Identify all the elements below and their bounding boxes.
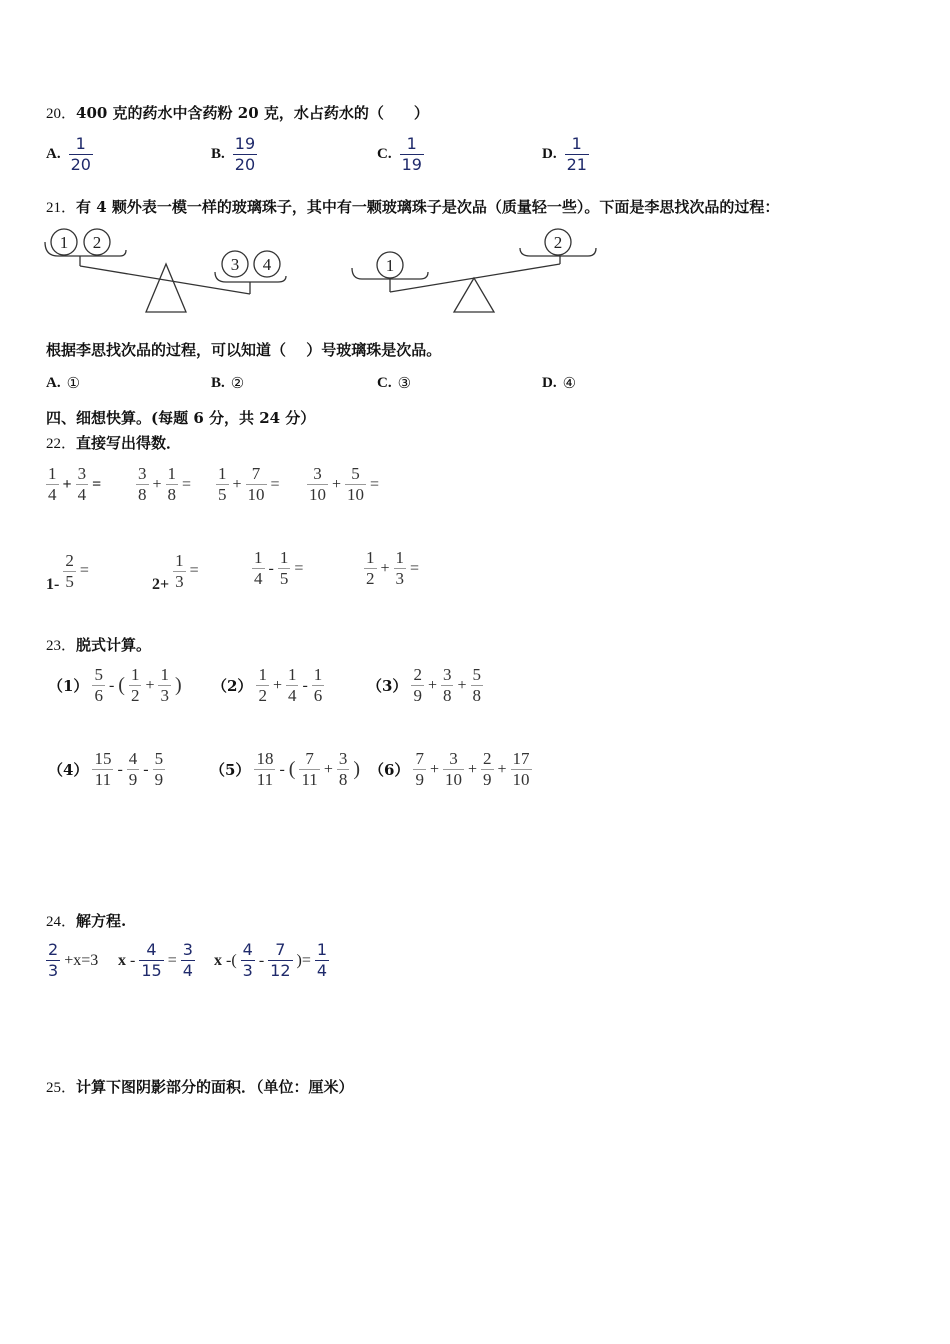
numerator: 19	[234, 134, 256, 153]
q23-stem	[46, 634, 151, 655]
numerator: 1	[313, 665, 323, 684]
denominator: 3	[48, 961, 59, 980]
option-label: C.	[377, 374, 392, 391]
denominator: 11	[94, 770, 112, 789]
option-value: ①	[66, 374, 81, 392]
fraction	[443, 749, 464, 790]
operator: -(	[226, 951, 237, 969]
denominator: 2	[130, 686, 140, 705]
numerator: 2	[48, 940, 59, 959]
question-number: 25．	[46, 1080, 77, 1096]
equation	[116, 940, 197, 981]
numerator: 1	[279, 548, 289, 567]
calc-expression	[48, 749, 167, 790]
option-label: C.	[377, 146, 392, 162]
operator: +	[272, 676, 282, 694]
operator: +	[145, 676, 155, 694]
question-number: 20．	[46, 106, 77, 122]
fraction	[278, 548, 291, 589]
denominator: 8	[472, 686, 481, 705]
numerator: 7	[251, 464, 261, 483]
calc-expression	[212, 665, 326, 706]
denominator: 21	[566, 155, 587, 174]
option-value: ④	[562, 374, 577, 392]
operator: =	[182, 475, 192, 493]
operator: +	[427, 676, 437, 694]
denominator: 4	[287, 686, 297, 705]
fraction	[92, 665, 105, 706]
equation	[212, 940, 331, 981]
option-value: ③	[397, 374, 412, 392]
numerator: 2	[413, 665, 422, 684]
mental-math-item	[305, 464, 381, 505]
expression-label: （1）	[48, 677, 89, 695]
equation	[44, 940, 100, 981]
numerator: 1	[258, 665, 267, 684]
operator: =	[270, 475, 280, 493]
numerator: 1	[571, 134, 582, 153]
answer-option[interactable]	[542, 134, 591, 175]
fraction	[46, 940, 60, 981]
question-text: 解方程.	[76, 912, 127, 930]
fraction	[364, 548, 377, 589]
answer-option[interactable]	[377, 134, 426, 175]
numerator: 2	[65, 550, 74, 570]
bead-label: 3	[230, 255, 240, 274]
expression-label: （3）	[367, 677, 408, 695]
fraction	[286, 665, 299, 706]
option-label: D.	[542, 374, 557, 391]
bead-label: 1	[59, 233, 69, 252]
numerator: 1	[160, 665, 169, 684]
denominator: 8	[442, 686, 452, 705]
denominator: 5	[218, 485, 227, 504]
operator: =	[370, 475, 380, 493]
numerator: 5	[472, 665, 481, 684]
calc-expression	[369, 749, 534, 790]
question-text: 直接写出得数．	[76, 434, 182, 452]
numerator: 1	[316, 940, 328, 959]
calc-expression	[48, 665, 184, 706]
fraction	[565, 134, 589, 175]
numerator: 1	[167, 464, 177, 483]
question-text: 计算下图阴影部分的面积．（单位：厘米）	[76, 1078, 354, 1096]
denominator: 15	[141, 961, 162, 980]
fraction	[481, 749, 494, 790]
denominator: 9	[128, 770, 138, 789]
denominator: 9	[415, 770, 424, 789]
numerator: 3	[442, 665, 452, 684]
fraction	[158, 665, 171, 706]
denominator: 3	[395, 569, 405, 588]
operator: -	[108, 676, 115, 694]
operator: (	[288, 758, 296, 780]
numerator: 4	[146, 940, 157, 959]
denominator: 6	[94, 686, 103, 705]
denominator: 4	[254, 569, 263, 588]
fraction	[254, 749, 275, 790]
numerator: 1	[48, 464, 57, 483]
denominator: 20	[70, 155, 91, 174]
expression-label: （4）	[48, 761, 89, 779]
question-text: 有 4 颗外表一模一样的玻璃珠子，其中有一颗玻璃珠子是次品（质量轻一些）。下面是李思找次品的过程：	[76, 198, 780, 216]
numerator: 17	[512, 749, 530, 768]
numerator: 3	[449, 749, 458, 768]
operator: (	[118, 674, 125, 696]
denominator: 12	[270, 961, 291, 980]
fraction	[256, 665, 269, 706]
operator: +	[323, 760, 333, 778]
numerator: 5	[154, 749, 164, 768]
option-value: ②	[230, 374, 245, 392]
denominator: 4	[316, 961, 328, 980]
fraction	[511, 749, 532, 790]
fraction	[394, 548, 407, 589]
operator: +	[457, 676, 467, 694]
numerator: 1	[287, 665, 297, 684]
operator: =	[79, 562, 89, 579]
numerator: 7	[275, 940, 286, 959]
operator: =	[294, 559, 304, 577]
operator: =	[189, 562, 199, 579]
denominator: 10	[347, 485, 365, 504]
denominator: 5	[279, 569, 289, 588]
bead-label: 2	[553, 233, 563, 252]
bead-label: 2	[92, 233, 102, 252]
denominator: 4	[48, 485, 57, 504]
denominator: 8	[138, 485, 147, 504]
operator: -	[258, 951, 265, 969]
expression-label: （2）	[212, 677, 253, 695]
numerator: 1	[366, 548, 375, 567]
denominator: 10	[512, 770, 530, 789]
denominator: 11	[301, 770, 318, 789]
option-label: B.	[211, 374, 225, 391]
fraction	[315, 940, 329, 981]
numerator: 1	[218, 464, 227, 483]
mental-math-item	[362, 548, 421, 589]
answer-option[interactable]	[46, 373, 80, 392]
operator: -	[130, 951, 136, 969]
operator: 1-	[46, 576, 60, 593]
fraction	[345, 464, 366, 505]
denominator: 9	[483, 770, 492, 789]
option-label: D.	[542, 146, 557, 162]
fraction	[129, 665, 142, 706]
denominator: 6	[313, 686, 323, 705]
question-number: 24．	[46, 914, 77, 930]
q24-stem	[46, 910, 126, 931]
operator: +	[232, 475, 242, 493]
q25-stem	[46, 1076, 354, 1097]
fraction	[312, 665, 325, 706]
numerator: 4	[242, 940, 253, 959]
numerator: 1	[130, 665, 140, 684]
fraction	[127, 749, 140, 790]
fraction	[299, 749, 319, 790]
mental-math-item	[214, 464, 282, 505]
numerator: 4	[128, 749, 138, 768]
operator: -	[302, 676, 308, 694]
operator: +x=3	[64, 951, 99, 969]
question-number: 23．	[46, 638, 77, 654]
answer-option[interactable]	[211, 134, 259, 175]
calc-expression	[367, 665, 485, 706]
mental-math-item	[44, 548, 91, 594]
mental-math-item	[44, 464, 103, 505]
fraction	[400, 134, 424, 175]
operator: +	[467, 760, 477, 778]
q21-stem	[46, 196, 779, 217]
numerator: 15	[94, 749, 112, 768]
denominator: 5	[65, 571, 74, 591]
numerator: 3	[182, 940, 193, 959]
bead-label: 4	[262, 255, 272, 274]
numerator: 3	[138, 464, 147, 483]
fraction	[337, 749, 350, 790]
fraction	[153, 749, 166, 790]
section-title: 四、细想快算。(每题 6 分，共 24 分）	[46, 409, 316, 427]
fraction	[441, 665, 454, 706]
operator: +	[497, 760, 507, 778]
q20-stem	[46, 102, 429, 123]
numerator: 1	[75, 134, 86, 153]
option-label: A.	[46, 374, 61, 391]
operator: -	[268, 559, 274, 577]
operator: x	[118, 951, 126, 969]
operator: =	[167, 951, 177, 969]
numerator: 5	[94, 665, 103, 684]
operator: x	[214, 951, 222, 969]
operator: )	[353, 758, 361, 780]
fraction	[139, 940, 163, 981]
answer-option[interactable]	[377, 373, 411, 392]
mental-math-item	[150, 548, 201, 594]
operator: )=	[296, 951, 311, 969]
denominator: 8	[338, 770, 348, 789]
expression-label: （6）	[369, 761, 410, 779]
fraction	[46, 464, 59, 505]
question-number: 22．	[46, 436, 77, 452]
denominator: 3	[160, 686, 169, 705]
operator: +	[332, 475, 342, 493]
q22-stem	[46, 432, 181, 453]
denominator: 4	[77, 485, 87, 504]
fraction	[63, 551, 76, 592]
option-label: A.	[46, 146, 61, 162]
fraction	[252, 548, 265, 589]
operator: =	[92, 475, 102, 493]
operator: -	[279, 760, 285, 778]
q21-question: 根据李思找次品的过程，可以知道（ ）号玻璃珠是次品。	[46, 341, 442, 359]
fraction	[92, 749, 113, 790]
numerator: 1	[395, 548, 405, 567]
denominator: 10	[444, 770, 462, 789]
fraction	[246, 464, 267, 505]
question-number: 21．	[46, 200, 77, 216]
fraction	[241, 940, 255, 981]
calc-expression	[210, 749, 362, 790]
fraction	[233, 134, 257, 175]
denominator: 10	[309, 485, 326, 504]
operator: -	[117, 760, 123, 778]
left-scale	[45, 229, 286, 312]
operator: +	[429, 760, 439, 778]
answer-option[interactable]	[46, 134, 95, 175]
question-text: 脱式计算。	[76, 636, 152, 654]
denominator: 3	[242, 961, 253, 980]
numerator: 3	[313, 464, 322, 483]
fraction	[411, 665, 424, 706]
answer-option[interactable]	[542, 373, 576, 392]
answer-option[interactable]	[211, 373, 244, 392]
mental-math-item	[250, 548, 305, 589]
bead-label: 1	[385, 256, 395, 275]
denominator: 11	[256, 770, 274, 789]
question-text: 400 克的药水中含药粉 20 克，水占药水的（ ）	[76, 104, 429, 122]
denominator: 3	[175, 571, 184, 591]
numerator: 1	[254, 548, 263, 567]
denominator: 8	[167, 485, 177, 504]
numerator: 2	[483, 749, 492, 768]
denominator: 9	[154, 770, 164, 789]
mental-math-item	[134, 464, 193, 505]
expression-label: （5）	[210, 761, 251, 779]
operator: =	[410, 559, 420, 577]
numerator: 18	[256, 749, 274, 768]
fraction	[268, 940, 292, 981]
operator: +	[380, 559, 390, 577]
operator: )	[174, 674, 182, 696]
fraction	[166, 464, 179, 505]
fraction	[173, 551, 186, 592]
denominator: 2	[366, 569, 375, 588]
fraction	[413, 749, 426, 790]
numerator: 3	[338, 749, 348, 768]
denominator: 20	[234, 155, 256, 174]
denominator: 4	[182, 961, 193, 980]
numerator: 1	[175, 550, 184, 570]
fraction	[471, 665, 484, 706]
balance-scales-figure	[40, 222, 640, 322]
denominator: 9	[413, 686, 422, 705]
operator: -	[143, 760, 149, 778]
fraction	[76, 464, 89, 505]
fraction	[307, 464, 328, 505]
numerator: 3	[77, 464, 87, 483]
operator: +	[62, 475, 72, 493]
numerator: 7	[415, 749, 424, 768]
numerator: 7	[305, 749, 314, 768]
numerator: 5	[351, 464, 360, 483]
fraction	[181, 940, 195, 981]
fraction	[136, 464, 149, 505]
fraction	[69, 134, 93, 175]
option-label: B.	[211, 146, 225, 162]
denominator: 10	[247, 485, 265, 504]
fraction	[216, 464, 229, 505]
denominator: 19	[401, 155, 422, 174]
operator: 2+	[152, 576, 170, 593]
operator: +	[152, 475, 162, 493]
numerator: 1	[406, 134, 417, 153]
denominator: 2	[258, 686, 267, 705]
